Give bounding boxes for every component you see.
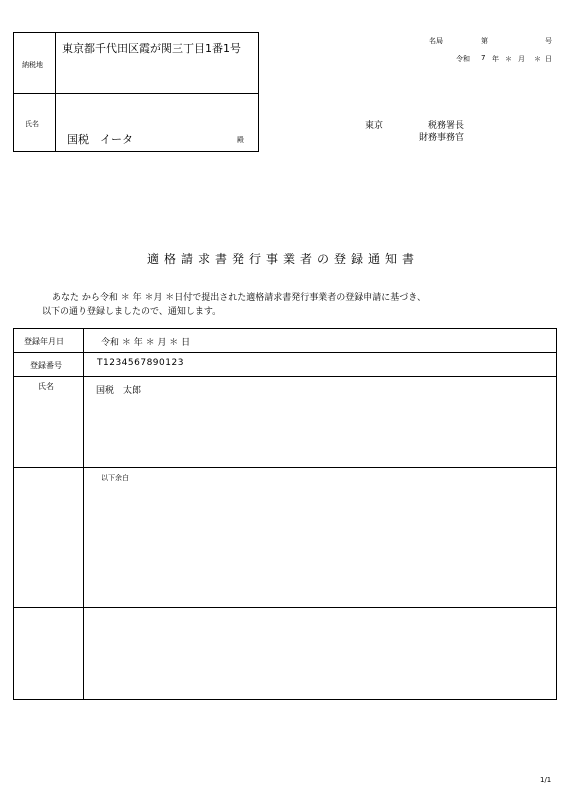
table-name-value: 国税 太郎 [96,386,142,396]
ref-mid: 第 [481,37,488,45]
date-era: 令和 [456,55,470,63]
table-name-label: 氏名 [38,382,54,391]
issuer-title2: 財務事務官 [419,133,465,143]
honorific: 殿 [237,136,244,144]
date-month-unit: 月 [518,55,525,63]
registration-table [13,328,557,700]
reg-number-label: 登録番号 [30,361,62,370]
page-number: 1/1 [540,776,552,784]
table-row-divider-4 [13,607,557,608]
reg-number-value: T1234567890123 [97,358,184,368]
table-row-divider-1 [13,352,557,353]
body-line-2: 以下の通り登録しましたので、通知します。 [42,307,222,317]
address-value: 東京都千代田区霞が関三丁目1番1号 [62,42,241,55]
reg-date-value: 令和 ＊ 年 ＊ 月 ＊ 日 [101,338,191,348]
ref-prefix: 名局 [429,37,443,45]
body-line-1: あなた から令和 ＊ 年 ＊月 ＊日付で提出された適格請求書発行事業者の登録申請に基づき、 [52,293,426,303]
address-label: 納税地 [22,61,43,69]
taxpayer-box-divider-h [13,93,259,94]
date-year-unit: 年 [492,55,499,63]
date-day-unit: 日 [545,55,552,63]
reg-date-label: 登録年月日 [24,337,64,346]
issuer-title1: 税務署長 [428,121,465,131]
table-col-divider [83,328,84,700]
date-month-mark: ＊ [505,55,512,63]
date-day-mark: ＊ [534,55,541,63]
remaining-blank-note: 以下余白 [101,474,129,482]
document-title: 適格請求書発行事業者の登録通知書 [147,252,420,266]
table-row-divider-2 [13,376,557,377]
table-row-divider-3 [13,467,557,468]
name-value: 国税 イータ [67,133,133,146]
name-label: 氏名 [25,120,39,128]
ref-suffix: 号 [545,37,552,45]
taxpayer-box-divider-v [55,32,56,152]
date-year: 7 [481,54,486,62]
issuer-office: 東京 [365,121,384,131]
